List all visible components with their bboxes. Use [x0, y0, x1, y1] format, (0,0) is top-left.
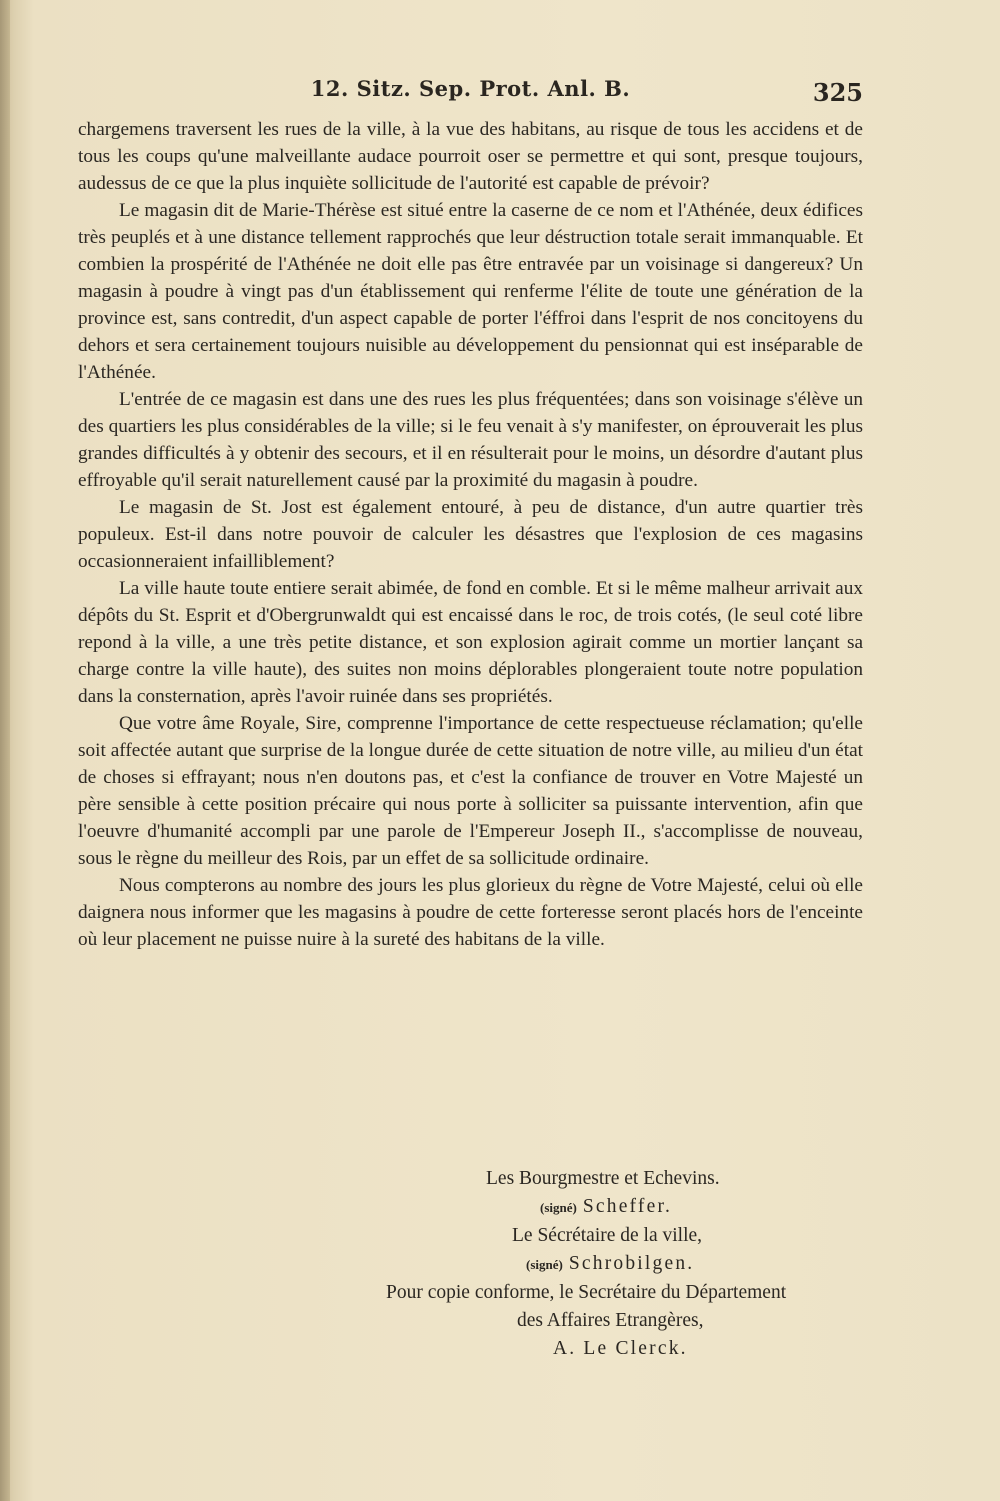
- page-spine-shadow: [0, 0, 10, 1501]
- signature-block: [380, 1165, 863, 1363]
- signatory-name-le-clerck: A. Le Clerck.: [553, 1338, 688, 1359]
- signatory-name-scheffer: Scheffer.: [582, 1196, 673, 1217]
- signatory-row-scheffer: [380, 1193, 863, 1222]
- page-number: 325: [812, 78, 863, 107]
- signed-marker: (signé): [526, 1257, 563, 1272]
- running-head: 12. Sitz. Sep. Prot. Anl. B.: [310, 76, 631, 101]
- page-header: [78, 74, 863, 114]
- signatory-name-schrobilgen: Schrobilgen.: [568, 1253, 695, 1274]
- paragraph-3: L'entrée de ce magasin est dans une des rues les plus fréquentées; dans son voisinage s'élève un des quartiers les plus considérables de la ville; si le feu venait à s'y manifester, on éprouverait les plus grandes difficultés à y obtenir des secours, et il en résulterait pour le moins, un désordre d'autant plus effroyable qu'il serait naturellement causé par la proximité du magasin à poudre.: [78, 389, 863, 491]
- department-name: des Affaires Etrangères,: [517, 1310, 704, 1331]
- paragraph-6: Que votre âme Royale, Sire, comprenne l'importance de cette respectueuse réclamation; qu'elle soit affectée autant que surprise de la longue durée de cette situation de notre ville, au milieu d'un état de choses si effrayant; nous n'en doutons pas, et c'est la confiance de trouver en Votre Majesté un père sensible à cette position précaire qui nous porte à solliciter sa puissante intervention, afin que l'oeuvre d'humanité accompli par une parole de l'Empereur Joseph II., s'accomplisse de nouveau, sous le règne du meilleur des Rois, par un effet de sa sollicitude ordinaire.: [78, 713, 863, 869]
- paragraph-5: La ville haute toute entiere serait abimée, de fond en comble. Et si le même malheur arrivait aux dépôts du St. Esprit et d'Obergrunwaldt qui est encaissé dans le roc, de trois cotés, (le seul coté libre repond à la ville, a une très petite distance, et son explosion agirait comme un mortier lançant sa charge contre la ville haute), des suites non moins déplorables plongeraient toute notre population dans la consternation, après l'avoir ruinée dans ses propriétés.: [78, 578, 863, 707]
- body-text: [78, 116, 863, 953]
- copy-certification: Pour copie conforme, le Secrétaire du Département: [386, 1282, 787, 1303]
- signed-marker: (signé): [540, 1200, 577, 1215]
- signatory-row-schrobilgen: [380, 1250, 863, 1279]
- signatory-title-council: Les Bourgmestre et Echevins.: [486, 1168, 720, 1189]
- paragraph-2: Le magasin dit de Marie-Thérèse est situé entre la caserne de ce nom et l'Athénée, deux édifices très peuplés et à une distance tellement rapprochés que leur déstruction totale serait immanquable. Et combien la prospérité de l'Athénée ne doit elle pas être entravée par un voisinage si dangereux? Un magasin à poudre à vingt pas d'un établissement qui renferme l'élite de toute une génération de la province est, sans contredit, d'un aspect capable de porter l'éffroi dans l'esprit de nos concitoyens du dehors et sera certainement toujours nuisible au développement du pensionnat qui est inséparable de l'Athénée.: [78, 200, 863, 383]
- paragraph-7: Nous compterons au nombre des jours les plus glorieux du règne de Votre Majesté, celui où elle daignera nous informer que les magasins à poudre de cette forteresse seront placés hors de l'enceinte où leur placement ne puisse nuire à la sureté des habitans de la ville.: [78, 875, 863, 950]
- paragraph-4: Le magasin de St. Jost est également entouré, à peu de distance, d'un autre quartier très populeux. Est-il dans notre pouvoir de calculer les désastres que l'explosion de ces magasins occasionneraient infailliblement?: [78, 497, 863, 572]
- signatory-title-secretary: Le Sécrétaire de la ville,: [512, 1225, 703, 1246]
- paragraph-1: chargemens traversent les rues de la ville, à la vue des habitans, au risque de tous les accidens et de tous les coups qu'une malveillante audace pourroit oser se permettre et qui sont, presque toujours, audessus de ce que la plus inquiète sollicitude de l'autorité est capable de prévoir?: [78, 119, 863, 194]
